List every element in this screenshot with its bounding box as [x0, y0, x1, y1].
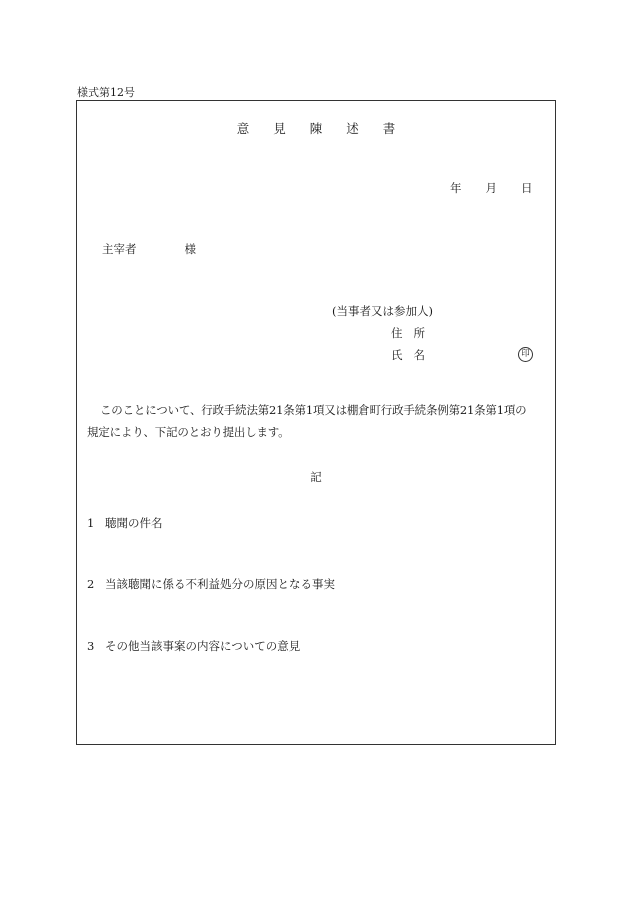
body-text [87, 399, 549, 443]
signer-party-label: (当事者又は参加人) [332, 304, 433, 318]
document-title [77, 119, 555, 137]
addressee-honorific: 様 [184, 242, 196, 256]
date-month: 月 [485, 181, 497, 195]
item-number: 3 [87, 639, 95, 653]
item-number: 2 [87, 577, 95, 591]
form-number: 様式第12号 [77, 86, 135, 99]
item-text: 聴聞の件名 [105, 516, 163, 530]
addressee [102, 241, 196, 257]
list-item [87, 515, 163, 531]
date-line [450, 180, 533, 196]
addressee-label: 主宰者 [102, 242, 137, 256]
seal-mark: 印 [518, 347, 533, 362]
item-text: 当該聴聞に係る不利益処分の原因となる事実 [105, 577, 335, 591]
body-line-2: 規定により、下記のとおり提出します。 [87, 425, 290, 439]
title-char: 意 [236, 121, 250, 136]
date-day: 日 [521, 181, 533, 195]
item-text: その他当該事案の内容についての意見 [105, 639, 301, 653]
title-char: 陳 [309, 121, 323, 136]
form-frame [76, 100, 556, 745]
signer-name-label: 氏 名 [391, 348, 425, 362]
body-line-1: このことについて、行政手続法第21条第1項又は棚倉町行政手続条例第21条第1項の [100, 403, 527, 417]
date-year: 年 [450, 181, 462, 195]
list-item [87, 638, 300, 654]
item-number: 1 [87, 516, 95, 530]
title-char: 述 [346, 121, 359, 136]
ki-heading: 記 [310, 470, 322, 484]
title-char: 見 [273, 121, 286, 136]
signer-address-label: 住 所 [391, 326, 425, 340]
list-item [87, 576, 335, 592]
title-char: 書 [382, 121, 396, 136]
